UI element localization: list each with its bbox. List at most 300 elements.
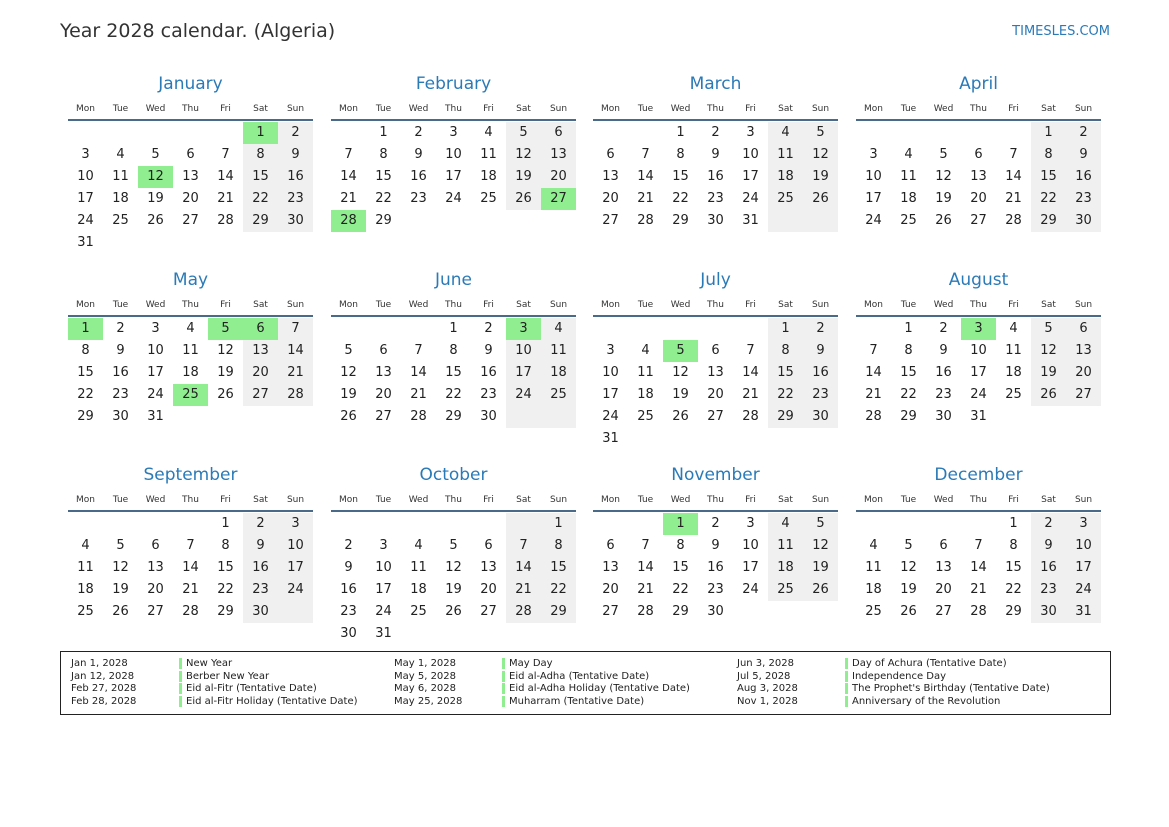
day-cell[interactable]: 11 <box>77 560 94 575</box>
day-cell[interactable]: 17 <box>1066 557 1101 579</box>
day-cell[interactable]: 19 <box>445 582 462 597</box>
day-cell[interactable]: 3 <box>506 318 541 340</box>
day-cell[interactable]: 2 <box>278 122 313 144</box>
day-cell[interactable]: 11 <box>900 169 917 184</box>
day-cell[interactable]: 20 <box>602 582 619 597</box>
day-cell[interactable]: 16 <box>803 362 838 384</box>
day-cell[interactable]: 15 <box>243 166 278 188</box>
day-cell[interactable]: 7 <box>641 147 650 162</box>
day-cell[interactable]: 8 <box>221 538 230 553</box>
day-cell[interactable]: 27 <box>147 604 164 619</box>
day-cell[interactable]: 29 <box>768 406 803 428</box>
day-cell[interactable]: 13 <box>480 560 497 575</box>
day-cell[interactable]: 7 <box>344 147 353 162</box>
day-cell[interactable]: 24 <box>445 191 462 206</box>
day-cell[interactable]: 18 <box>1005 365 1022 380</box>
day-cell[interactable]: 14 <box>506 557 541 579</box>
day-cell[interactable]: 9 <box>278 144 313 166</box>
day-cell[interactable]: 19 <box>900 582 917 597</box>
day-cell[interactable]: 6 <box>606 147 615 162</box>
day-cell[interactable]: 3 <box>746 516 755 531</box>
day-cell[interactable]: 17 <box>742 169 759 184</box>
day-cell[interactable]: 31 <box>970 409 987 424</box>
day-cell[interactable]: 26 <box>217 387 234 402</box>
day-cell[interactable]: 8 <box>904 343 913 358</box>
day-cell[interactable]: 28 <box>331 210 366 232</box>
day-cell[interactable]: 22 <box>672 582 689 597</box>
day-cell[interactable]: 2 <box>484 321 493 336</box>
day-cell[interactable]: 23 <box>340 604 357 619</box>
day-cell[interactable]: 21 <box>217 191 234 206</box>
day-cell[interactable]: 26 <box>147 213 164 228</box>
day-cell[interactable]: 10 <box>506 340 541 362</box>
day-cell[interactable]: 20 <box>707 387 724 402</box>
day-cell[interactable]: 3 <box>1066 513 1101 535</box>
day-cell[interactable]: 12 <box>935 169 952 184</box>
day-cell[interactable]: 24 <box>742 191 759 206</box>
day-cell[interactable]: 12 <box>340 365 357 380</box>
day-cell[interactable]: 20 <box>970 191 987 206</box>
day-cell[interactable]: 5 <box>663 340 698 362</box>
day-cell[interactable]: 12 <box>900 560 917 575</box>
day-cell[interactable]: 15 <box>77 365 94 380</box>
day-cell[interactable]: 28 <box>506 601 541 623</box>
day-cell[interactable]: 19 <box>803 557 838 579</box>
day-cell[interactable]: 26 <box>803 579 838 601</box>
day-cell[interactable]: 25 <box>865 604 882 619</box>
day-cell[interactable]: 21 <box>340 191 357 206</box>
day-cell[interactable]: 5 <box>1031 318 1066 340</box>
day-cell[interactable]: 2 <box>803 318 838 340</box>
day-cell[interactable]: 17 <box>445 169 462 184</box>
day-cell[interactable]: 22 <box>541 579 576 601</box>
day-cell[interactable]: 30 <box>480 409 497 424</box>
day-cell[interactable]: 21 <box>182 582 199 597</box>
day-cell[interactable]: 7 <box>641 538 650 553</box>
day-cell[interactable]: 25 <box>900 213 917 228</box>
day-cell[interactable]: 15 <box>900 365 917 380</box>
day-cell[interactable]: 28 <box>742 409 759 424</box>
day-cell[interactable]: 22 <box>445 387 462 402</box>
day-cell[interactable]: 14 <box>182 560 199 575</box>
day-cell[interactable]: 11 <box>1005 343 1022 358</box>
day-cell[interactable]: 10 <box>375 560 392 575</box>
day-cell[interactable]: 9 <box>803 340 838 362</box>
day-cell[interactable]: 20 <box>147 582 164 597</box>
day-cell[interactable]: 2 <box>939 321 948 336</box>
day-cell[interactable]: 5 <box>506 122 541 144</box>
day-cell[interactable]: 23 <box>707 582 724 597</box>
day-cell[interactable]: 7 <box>746 343 755 358</box>
day-cell[interactable]: 9 <box>711 538 720 553</box>
day-cell[interactable]: 23 <box>707 191 724 206</box>
day-cell[interactable]: 10 <box>147 343 164 358</box>
day-cell[interactable]: 3 <box>81 147 90 162</box>
day-cell[interactable]: 27 <box>541 188 576 210</box>
day-cell[interactable]: 12 <box>445 560 462 575</box>
day-cell[interactable]: 23 <box>1066 188 1101 210</box>
day-cell[interactable]: 28 <box>970 604 987 619</box>
day-cell[interactable]: 1 <box>68 318 103 340</box>
day-cell[interactable]: 6 <box>541 122 576 144</box>
day-cell[interactable]: 5 <box>151 147 160 162</box>
day-cell[interactable]: 5 <box>208 318 243 340</box>
day-cell[interactable]: 12 <box>138 166 173 188</box>
day-cell[interactable]: 4 <box>541 318 576 340</box>
day-cell[interactable]: 31 <box>77 235 94 250</box>
day-cell[interactable]: 21 <box>1005 191 1022 206</box>
day-cell[interactable]: 1 <box>1009 516 1018 531</box>
day-cell[interactable]: 12 <box>112 560 129 575</box>
day-cell[interactable]: 24 <box>77 213 94 228</box>
day-cell[interactable]: 4 <box>414 538 423 553</box>
day-cell[interactable]: 8 <box>449 343 458 358</box>
day-cell[interactable]: 9 <box>243 535 278 557</box>
day-cell[interactable]: 15 <box>768 362 803 384</box>
day-cell[interactable]: 27 <box>602 213 619 228</box>
day-cell[interactable]: 9 <box>1066 144 1101 166</box>
day-cell[interactable]: 21 <box>742 387 759 402</box>
day-cell[interactable]: 7 <box>506 535 541 557</box>
day-cell[interactable]: 5 <box>803 513 838 535</box>
day-cell[interactable]: 20 <box>375 387 392 402</box>
day-cell[interactable]: 7 <box>974 538 983 553</box>
day-cell[interactable]: 21 <box>970 582 987 597</box>
day-cell[interactable]: 12 <box>217 343 234 358</box>
day-cell[interactable]: 17 <box>602 387 619 402</box>
day-cell[interactable]: 29 <box>375 213 392 228</box>
day-cell[interactable]: 1 <box>243 122 278 144</box>
day-cell[interactable]: 19 <box>217 365 234 380</box>
day-cell[interactable]: 29 <box>672 213 689 228</box>
day-cell[interactable]: 23 <box>1031 579 1066 601</box>
day-cell[interactable]: 25 <box>768 188 803 210</box>
day-cell[interactable]: 2 <box>344 538 353 553</box>
day-cell[interactable]: 16 <box>1066 166 1101 188</box>
day-cell[interactable]: 26 <box>935 213 952 228</box>
day-cell[interactable]: 24 <box>506 384 541 406</box>
day-cell[interactable]: 22 <box>1005 582 1022 597</box>
day-cell[interactable]: 4 <box>641 343 650 358</box>
day-cell[interactable]: 5 <box>939 147 948 162</box>
day-cell[interactable]: 30 <box>112 409 129 424</box>
day-cell[interactable]: 8 <box>676 147 685 162</box>
day-cell[interactable]: 1 <box>1031 122 1066 144</box>
day-cell[interactable]: 3 <box>606 343 615 358</box>
day-cell[interactable]: 4 <box>1009 321 1018 336</box>
day-cell[interactable]: 29 <box>217 604 234 619</box>
day-cell[interactable]: 28 <box>278 384 313 406</box>
day-cell[interactable]: 25 <box>173 384 208 406</box>
day-cell[interactable]: 29 <box>1031 210 1066 232</box>
day-cell[interactable]: 19 <box>340 387 357 402</box>
day-cell[interactable]: 18 <box>77 582 94 597</box>
day-cell[interactable]: 10 <box>77 169 94 184</box>
day-cell[interactable]: 14 <box>340 169 357 184</box>
brand-link[interactable]: TIMESLES.COM <box>1012 24 1110 39</box>
day-cell[interactable]: 8 <box>1031 144 1066 166</box>
day-cell[interactable]: 21 <box>865 387 882 402</box>
day-cell[interactable]: 11 <box>410 560 427 575</box>
day-cell[interactable]: 11 <box>768 144 803 166</box>
day-cell[interactable]: 11 <box>637 365 654 380</box>
day-cell[interactable]: 22 <box>77 387 94 402</box>
day-cell[interactable]: 24 <box>375 604 392 619</box>
day-cell[interactable]: 6 <box>151 538 160 553</box>
day-cell[interactable]: 1 <box>221 516 230 531</box>
day-cell[interactable]: 7 <box>186 538 195 553</box>
day-cell[interactable]: 16 <box>278 166 313 188</box>
day-cell[interactable]: 23 <box>480 387 497 402</box>
day-cell[interactable]: 24 <box>278 579 313 601</box>
day-cell[interactable]: 24 <box>742 582 759 597</box>
day-cell[interactable]: 26 <box>672 409 689 424</box>
day-cell[interactable]: 26 <box>506 188 541 210</box>
day-cell[interactable]: 3 <box>449 125 458 140</box>
day-cell[interactable]: 4 <box>904 147 913 162</box>
day-cell[interactable]: 8 <box>768 340 803 362</box>
day-cell[interactable]: 20 <box>1066 362 1101 384</box>
day-cell[interactable]: 10 <box>970 343 987 358</box>
day-cell[interactable]: 25 <box>480 191 497 206</box>
day-cell[interactable]: 29 <box>672 604 689 619</box>
day-cell[interactable]: 3 <box>869 147 878 162</box>
day-cell[interactable]: 7 <box>1009 147 1018 162</box>
day-cell[interactable]: 1 <box>379 125 388 140</box>
day-cell[interactable]: 6 <box>711 343 720 358</box>
day-cell[interactable]: 18 <box>900 191 917 206</box>
day-cell[interactable]: 25 <box>637 409 654 424</box>
day-cell[interactable]: 11 <box>541 340 576 362</box>
day-cell[interactable]: 17 <box>77 191 94 206</box>
day-cell[interactable]: 6 <box>379 343 388 358</box>
day-cell[interactable]: 17 <box>278 557 313 579</box>
day-cell[interactable]: 12 <box>506 144 541 166</box>
day-cell[interactable]: 22 <box>900 387 917 402</box>
day-cell[interactable]: 11 <box>182 343 199 358</box>
day-cell[interactable]: 5 <box>449 538 458 553</box>
day-cell[interactable]: 12 <box>803 144 838 166</box>
day-cell[interactable]: 31 <box>147 409 164 424</box>
day-cell[interactable]: 10 <box>445 147 462 162</box>
day-cell[interactable]: 1 <box>768 318 803 340</box>
day-cell[interactable]: 9 <box>414 147 423 162</box>
day-cell[interactable]: 19 <box>803 166 838 188</box>
day-cell[interactable]: 20 <box>480 582 497 597</box>
day-cell[interactable]: 9 <box>1031 535 1066 557</box>
day-cell[interactable]: 30 <box>340 626 357 641</box>
day-cell[interactable]: 20 <box>243 362 278 384</box>
day-cell[interactable]: 28 <box>217 213 234 228</box>
day-cell[interactable]: 28 <box>410 409 427 424</box>
day-cell[interactable]: 1 <box>663 513 698 535</box>
day-cell[interactable]: 30 <box>803 406 838 428</box>
day-cell[interactable]: 24 <box>602 409 619 424</box>
day-cell[interactable]: 4 <box>768 122 803 144</box>
day-cell[interactable]: 6 <box>974 147 983 162</box>
day-cell[interactable]: 27 <box>375 409 392 424</box>
day-cell[interactable]: 2 <box>414 125 423 140</box>
day-cell[interactable]: 28 <box>1005 213 1022 228</box>
day-cell[interactable]: 12 <box>672 365 689 380</box>
day-cell[interactable]: 15 <box>375 169 392 184</box>
day-cell[interactable]: 27 <box>1066 384 1101 406</box>
day-cell[interactable]: 16 <box>112 365 129 380</box>
day-cell[interactable]: 2 <box>243 513 278 535</box>
day-cell[interactable]: 11 <box>768 535 803 557</box>
day-cell[interactable]: 8 <box>676 538 685 553</box>
day-cell[interactable]: 2 <box>711 516 720 531</box>
day-cell[interactable]: 20 <box>602 191 619 206</box>
day-cell[interactable]: 26 <box>340 409 357 424</box>
day-cell[interactable]: 9 <box>116 343 125 358</box>
day-cell[interactable]: 18 <box>865 582 882 597</box>
day-cell[interactable]: 19 <box>1031 362 1066 384</box>
day-cell[interactable]: 16 <box>340 582 357 597</box>
day-cell[interactable]: 7 <box>869 343 878 358</box>
day-cell[interactable]: 31 <box>375 626 392 641</box>
day-cell[interactable]: 6 <box>1066 318 1101 340</box>
day-cell[interactable]: 27 <box>243 384 278 406</box>
day-cell[interactable]: 24 <box>147 387 164 402</box>
day-cell[interactable]: 20 <box>541 166 576 188</box>
day-cell[interactable]: 18 <box>182 365 199 380</box>
day-cell[interactable]: 10 <box>1066 535 1101 557</box>
day-cell[interactable]: 29 <box>77 409 94 424</box>
day-cell[interactable]: 30 <box>278 210 313 232</box>
day-cell[interactable]: 2 <box>1066 122 1101 144</box>
day-cell[interactable]: 4 <box>484 125 493 140</box>
day-cell[interactable]: 25 <box>112 213 129 228</box>
day-cell[interactable]: 18 <box>410 582 427 597</box>
day-cell[interactable]: 4 <box>869 538 878 553</box>
day-cell[interactable]: 21 <box>637 582 654 597</box>
day-cell[interactable]: 8 <box>1009 538 1018 553</box>
day-cell[interactable]: 6 <box>243 318 278 340</box>
day-cell[interactable]: 22 <box>768 384 803 406</box>
day-cell[interactable]: 25 <box>1005 387 1022 402</box>
day-cell[interactable]: 18 <box>112 191 129 206</box>
day-cell[interactable]: 31 <box>742 213 759 228</box>
day-cell[interactable]: 23 <box>410 191 427 206</box>
day-cell[interactable]: 21 <box>637 191 654 206</box>
day-cell[interactable]: 27 <box>182 213 199 228</box>
day-cell[interactable]: 26 <box>1031 384 1066 406</box>
day-cell[interactable]: 29 <box>541 601 576 623</box>
day-cell[interactable]: 25 <box>77 604 94 619</box>
day-cell[interactable]: 1 <box>541 513 576 535</box>
day-cell[interactable]: 13 <box>602 560 619 575</box>
day-cell[interactable]: 31 <box>1066 601 1101 623</box>
day-cell[interactable]: 8 <box>379 147 388 162</box>
day-cell[interactable]: 8 <box>81 343 90 358</box>
day-cell[interactable]: 23 <box>243 579 278 601</box>
day-cell[interactable]: 15 <box>672 560 689 575</box>
day-cell[interactable]: 3 <box>746 125 755 140</box>
day-cell[interactable]: 3 <box>379 538 388 553</box>
day-cell[interactable]: 24 <box>1066 579 1101 601</box>
day-cell[interactable]: 16 <box>935 365 952 380</box>
day-cell[interactable]: 4 <box>116 147 125 162</box>
day-cell[interactable]: 7 <box>278 318 313 340</box>
day-cell[interactable]: 13 <box>602 169 619 184</box>
day-cell[interactable]: 15 <box>1031 166 1066 188</box>
day-cell[interactable]: 4 <box>186 321 195 336</box>
day-cell[interactable]: 19 <box>506 166 541 188</box>
day-cell[interactable]: 9 <box>711 147 720 162</box>
day-cell[interactable]: 15 <box>541 557 576 579</box>
day-cell[interactable]: 13 <box>935 560 952 575</box>
day-cell[interactable]: 29 <box>243 210 278 232</box>
day-cell[interactable]: 5 <box>904 538 913 553</box>
day-cell[interactable]: 14 <box>970 560 987 575</box>
day-cell[interactable]: 30 <box>1066 210 1101 232</box>
day-cell[interactable]: 25 <box>410 604 427 619</box>
day-cell[interactable]: 16 <box>707 169 724 184</box>
day-cell[interactable]: 14 <box>637 169 654 184</box>
day-cell[interactable]: 6 <box>939 538 948 553</box>
day-cell[interactable]: 3 <box>278 513 313 535</box>
day-cell[interactable]: 5 <box>344 343 353 358</box>
day-cell[interactable]: 28 <box>182 604 199 619</box>
day-cell[interactable]: 2 <box>711 125 720 140</box>
day-cell[interactable]: 15 <box>217 560 234 575</box>
day-cell[interactable]: 16 <box>243 557 278 579</box>
day-cell[interactable]: 15 <box>672 169 689 184</box>
day-cell[interactable]: 9 <box>344 560 353 575</box>
day-cell[interactable]: 30 <box>707 213 724 228</box>
day-cell[interactable]: 17 <box>865 191 882 206</box>
day-cell[interactable]: 13 <box>375 365 392 380</box>
day-cell[interactable]: 29 <box>445 409 462 424</box>
day-cell[interactable]: 19 <box>112 582 129 597</box>
day-cell[interactable]: 26 <box>112 604 129 619</box>
day-cell[interactable]: 18 <box>637 387 654 402</box>
day-cell[interactable]: 8 <box>541 535 576 557</box>
day-cell[interactable]: 22 <box>672 191 689 206</box>
day-cell[interactable]: 18 <box>541 362 576 384</box>
day-cell[interactable]: 10 <box>742 538 759 553</box>
day-cell[interactable]: 16 <box>1031 557 1066 579</box>
day-cell[interactable]: 11 <box>112 169 129 184</box>
day-cell[interactable]: 27 <box>480 604 497 619</box>
day-cell[interactable]: 30 <box>935 409 952 424</box>
day-cell[interactable]: 2 <box>1031 513 1066 535</box>
day-cell[interactable]: 18 <box>768 557 803 579</box>
day-cell[interactable]: 11 <box>865 560 882 575</box>
day-cell[interactable]: 14 <box>217 169 234 184</box>
day-cell[interactable]: 17 <box>506 362 541 384</box>
day-cell[interactable]: 12 <box>803 535 838 557</box>
day-cell[interactable]: 14 <box>278 340 313 362</box>
day-cell[interactable]: 7 <box>414 343 423 358</box>
day-cell[interactable]: 4 <box>768 513 803 535</box>
day-cell[interactable]: 23 <box>935 387 952 402</box>
day-cell[interactable]: 1 <box>449 321 458 336</box>
day-cell[interactable]: 28 <box>637 604 654 619</box>
day-cell[interactable]: 14 <box>410 365 427 380</box>
day-cell[interactable]: 21 <box>410 387 427 402</box>
day-cell[interactable]: 9 <box>484 343 493 358</box>
day-cell[interactable]: 17 <box>970 365 987 380</box>
day-cell[interactable]: 27 <box>707 409 724 424</box>
day-cell[interactable]: 23 <box>112 387 129 402</box>
day-cell[interactable]: 10 <box>865 169 882 184</box>
day-cell[interactable]: 11 <box>480 147 497 162</box>
day-cell[interactable]: 9 <box>939 343 948 358</box>
day-cell[interactable]: 4 <box>81 538 90 553</box>
day-cell[interactable]: 23 <box>278 188 313 210</box>
